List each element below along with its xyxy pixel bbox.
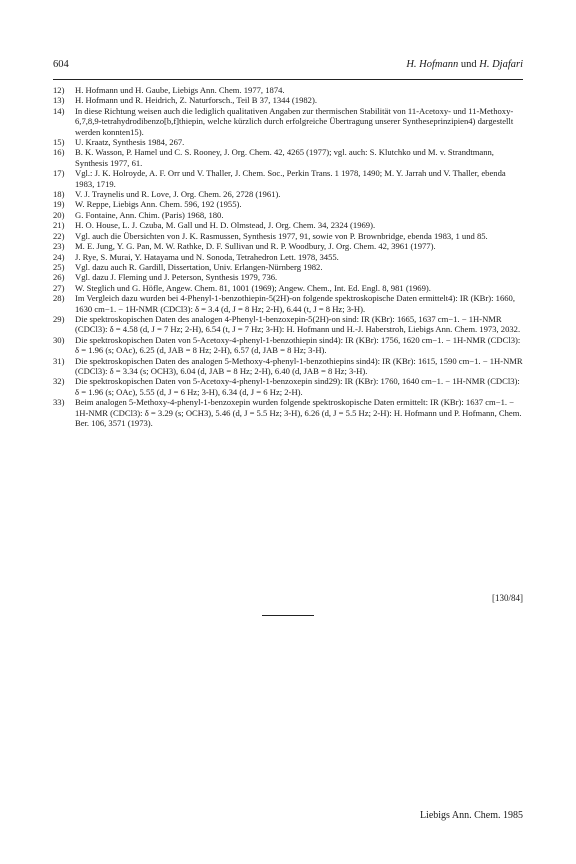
running-head-authors: H. Hofmann und H. Djafari (406, 59, 523, 70)
reference-number: 15) (53, 137, 65, 148)
reference-number: 29) (53, 313, 65, 324)
page-number: 604 (53, 59, 69, 70)
reference-text: Vgl. dazu J. Fleming und J. Peterson, Synthesis 1979, 736. (75, 272, 278, 283)
end-rule (262, 615, 314, 616)
reference-number: 28) (53, 293, 65, 304)
reference-text: Vgl.: J. K. Holroyde, A. F. Orr und V. Thaller, J. Chem. Soc., Perkin Trans. 1 1978, 1490; M. Y. Jarrah und V. Thaller, ebenda 1983, 1719. (75, 168, 506, 189)
reference-item (53, 376, 523, 397)
reference-item (53, 293, 523, 314)
reference-item (53, 199, 523, 209)
reference-number: 31) (53, 355, 65, 366)
reference-item (53, 241, 523, 251)
reference-text: G. Fontaine, Ann. Chim. (Paris) 1968, 180. (75, 209, 224, 220)
reference-item (53, 189, 523, 199)
reference-item (53, 137, 523, 147)
reference-text: Die spektroskopischen Daten von 5-Acetoxy-4-phenyl-1-benzoxepin sind29): IR (KBr): 1760, 1640 cm−1. − 1H-NMR (CDCl3): δ = 1.96 (s; OAc), 5.55 (d, J = 6 Hz; 3-H), 6.34 (d, J = 6 Hz; 2-H). (75, 376, 520, 397)
reference-number: 17) (53, 168, 65, 179)
reference-number: 12) (53, 85, 65, 95)
reference-text: H. O. House, L. J. Czuba, M. Gall und H. D. Olmstead, J. Org. Chem. 34, 2324 (1969). (75, 220, 376, 231)
reference-text: M. E. Jung, Y. G. Pan, M. W. Rathke, D. F. Sullivan und R. P. Woodbury, J. Org. Chem. 42, 3961 (1977). (75, 241, 436, 252)
reference-number: 22) (53, 230, 65, 241)
reference-text: Vgl. auch die Übersichten von J. K. Rasmussen, Synthesis 1977, 91, sowie von P. Brownbridge, ebenda 1983, 1 und 85. (75, 230, 488, 241)
reference-text: H. Hofmann und H. Gaube, Liebigs Ann. Chem. 1977, 1874. (75, 85, 285, 95)
reference-text: Vgl. dazu auch R. Gardill, Dissertation, Univ. Erlangen-Nürnberg 1982. (75, 261, 323, 272)
reference-text: W. Steglich und G. Höfle, Angew. Chem. 81, 1001 (1969); Angew. Chem., Int. Ed. Engl. 8, 981 (1969). (75, 282, 431, 293)
reference-item (53, 147, 523, 168)
reference-item (53, 335, 523, 356)
reference-text: Die spektroskopischen Daten des analogen 4-Phenyl-1-benzoxepin-5(2H)-on sind: IR (KBr): 1665, 1637 cm−1. − 1H-NMR (CDCl3): δ = 4.58 (d, J = 7 Hz; 2-H), 6.54 (t, J = 7 Hz; 3-H): H. Hofmann und H.-J. Haberstroh, Liebigs Ann. Chem. 1973, 2032. (75, 313, 521, 335)
reference-item (53, 262, 523, 272)
reference-number: 13) (53, 95, 65, 106)
reference-text: B. K. Wasson, P. Hamel und C. S. Rooney, J. Org. Chem. 42, 4265 (1977); vgl. auch: S. Klutchko und M. v. Strandtmann, Synthesis 1977, 61. (75, 147, 494, 168)
reference-number: 33) (53, 397, 65, 408)
reference-number: 20) (53, 209, 65, 220)
manuscript-code: [130/84] (492, 593, 523, 603)
reference-item (53, 356, 523, 377)
reference-number: 30) (53, 334, 65, 345)
reference-number: 32) (53, 376, 65, 387)
reference-item (53, 168, 523, 189)
reference-item (53, 283, 523, 293)
reference-item (53, 220, 523, 230)
reference-number: 16) (53, 147, 65, 158)
reference-text: W. Reppe, Liebigs Ann. Chem. 596, 192 (1955). (75, 199, 242, 210)
reference-item (53, 231, 523, 241)
reference-text: Die spektroskopischen Daten von 5-Acetoxy-4-phenyl-1-benzothiepin sind4): IR (KBr): 1756, 1620 cm−1. − 1H-NMR (CDCl3): δ = 1.96 (s; OAc), 6.25 (d, JAB = 8 Hz; 2-H), 6.57 (d, JAB = 8 Hz; 3-H). (75, 334, 521, 356)
reference-list (53, 85, 523, 428)
reference-text: V. J. Traynelis und R. Love, J. Org. Chem. 26, 2728 (1961). (75, 189, 281, 200)
reference-text: H. Hofmann und R. Heidrich, Z. Naturforsch., Teil B 37, 1344 (1982). (75, 95, 317, 106)
reference-number: 23) (53, 241, 65, 252)
reference-number: 14) (53, 105, 65, 116)
reference-number: 21) (53, 220, 65, 231)
reference-item (53, 272, 523, 282)
reference-item (53, 210, 523, 220)
reference-text: J. Rye, S. Murai, Y. Hatayama und N. Sonoda, Tetrahedron Lett. 1978, 3455. (75, 251, 339, 262)
reference-item (53, 106, 523, 137)
reference-number: 27) (53, 282, 65, 293)
reference-item (53, 95, 523, 105)
reference-number: 18) (53, 189, 65, 200)
reference-number: 25) (53, 261, 65, 272)
reference-text: U. Kraatz, Synthesis 1984, 267. (75, 137, 185, 148)
header-rule (53, 79, 523, 80)
reference-item (53, 85, 523, 95)
reference-item (53, 314, 523, 335)
reference-text: In diese Richtung weisen auch die lediglich qualitativen Angaben zur thermischen Stabilität von 11-Acetoxy- und 11-Methoxy-6,7,8,9-tetrahydrodibenzo[b,f]thiepin, welche kürzlich durch erfolgreiche Übertragung unserer Syntheseprinzipien4) dargestellt werden konnten15). (75, 105, 514, 137)
reference-text: Beim analogen 5-Methoxy-4-phenyl-1-benzoxepin wurden folgende spektroskopische Daten ermittelt: IR (KBr): 1637 cm−1. − 1H-NMR (CDCl3): δ = 3.29 (s; OCH3), 5.46 (d, J = 5.5 Hz; 3-H), 6.26 (d, J = 5.5 Hz; 2-H): H. Hofmann und P. Hofmann, Chem. Ber. 106, 3571 (1973). (75, 397, 522, 428)
reference-number: 19) (53, 199, 65, 210)
footer-journal: Liebigs Ann. Chem. 1985 (419, 810, 523, 821)
reference-text: Im Vergleich dazu wurden bei 4-Phenyl-1-benzothiepin-5(2H)-on folgende spektroskopische Daten ermittelt4): IR (KBr): 1660, 1630 cm−1. − 1H-NMR (CDCl3): δ = 3.4 (d, J = 8 Hz; 2-H), 6.44 (t, J = 8 Hz; 3-H). (75, 293, 515, 314)
reference-number: 26) (53, 272, 65, 283)
reference-number: 24) (53, 251, 65, 262)
reference-item (53, 252, 523, 262)
reference-item (53, 397, 523, 428)
reference-text: Die spektroskopischen Daten des analogen 5-Methoxy-4-phenyl-1-benzothiepins sind4): IR (KBr): 1615, 1590 cm−1. − 1H-NMR (CDCl3): δ = 3.34 (s; OCH3), 6.04 (d, JAB = 8 Hz; 2-H), 6.40 (d, JAB = 8 Hz; 3-H). (75, 355, 523, 376)
